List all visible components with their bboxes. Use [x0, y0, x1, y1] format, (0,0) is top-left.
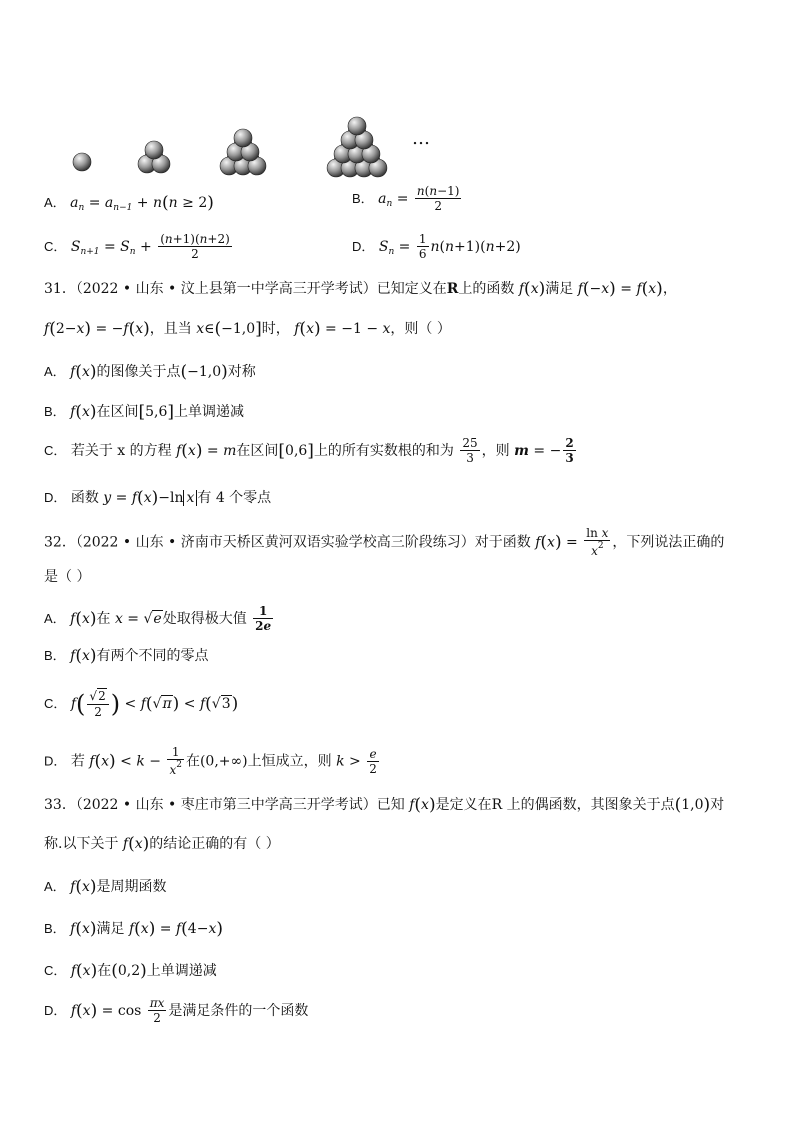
- ellipsis: …: [412, 128, 432, 149]
- sphere: [145, 141, 163, 159]
- q33-stem: 33．（2022 • 山东 • 枣庄市第三中学高三开学考试）已知 f(x)是定义在R 上的偶函数，其图象关于点(1,0)对: [44, 795, 725, 815]
- q33-stem-line2: 称.以下关于 f(x)的结论正确的有（ ）: [44, 834, 280, 854]
- q31-option-b: B． f(x)在区间[5,6]上单调递减: [44, 402, 245, 422]
- q30-option-a: A． $a_n = a_{n-1} + n(n \ge 2)$: [44, 193, 214, 213]
- q31-stem-line2: f(2−x) = −f(x)，且当 x∈(−1,0]时， f(x) = −1 − x，则（ ）: [44, 319, 451, 339]
- q30-option-d: D． $S_n$ = $\frac{1}{6}$ n(n+1)(n+2): [352, 232, 521, 262]
- q31-stem: 31．（2022 • 山东 • 汶上县第一中学高三开学考试）已知定义在R上的函数 f(x)满足 f(−x) = f(x)，: [44, 279, 677, 299]
- q31-option-a: A． f(x)的图像关于点(−1,0)对称: [44, 362, 256, 382]
- q30-option-b: B． $a_n$ = $\frac{n(n-1)}{2}$: [352, 184, 460, 214]
- sphere: [348, 117, 366, 135]
- q32-option-c: C． f( $\frac{√2}{2}$ ) < f(√π) < f(√3): [44, 689, 239, 719]
- q32-option-b: B． f(x)有两个不同的零点: [44, 646, 209, 666]
- q32-stem-line2: 是（ ）: [44, 569, 91, 585]
- q32-option-a: A． f(x)在 x = √e处取得极大值 $\frac{1}{2e}$: [44, 604, 272, 634]
- q33-option-d: D． f(x) = cos $\frac{\pi x}{2}$ 是满足条件的一个函数: [44, 996, 309, 1026]
- q33-option-c: C． f(x)在(0,2)上单调递减: [44, 961, 217, 981]
- q33-option-b: B． f(x)满足 f(x) = f(4−x): [44, 919, 223, 939]
- q30-option-c: C． $S_{n+1} = S_n$ + $\frac{(n+1)(n+2)}{2}$: [44, 232, 230, 262]
- q32-stem: 32．（2022 • 山东 • 济南市天桥区黄河双语实验学校高三阶段练习）对于函数 f(x) = $\frac{\text{ln x}}{x^2}$ ，下列说法正确的: [44, 526, 725, 559]
- q32-option-d: D． 若 f(x) < k − $\frac{1}{x^2}$ 在(0,+∞)上恒成立，则 k > $\frac{e}{2}$: [44, 745, 377, 778]
- q31-option-d: D． 函数 y = f(x)−ln x 有 4 个零点: [44, 488, 272, 508]
- q31-option-c: C． 若关于 x 的方程 f(x) = m在区间[0,6]上的所有实数根的和为 $\frac{25}{3}$ ，则 m = − $\frac{2}{3}$: [44, 436, 574, 466]
- q33-option-a: A． f(x)是周期函数: [44, 877, 167, 897]
- sphere: [234, 129, 252, 147]
- sphere: [73, 153, 91, 171]
